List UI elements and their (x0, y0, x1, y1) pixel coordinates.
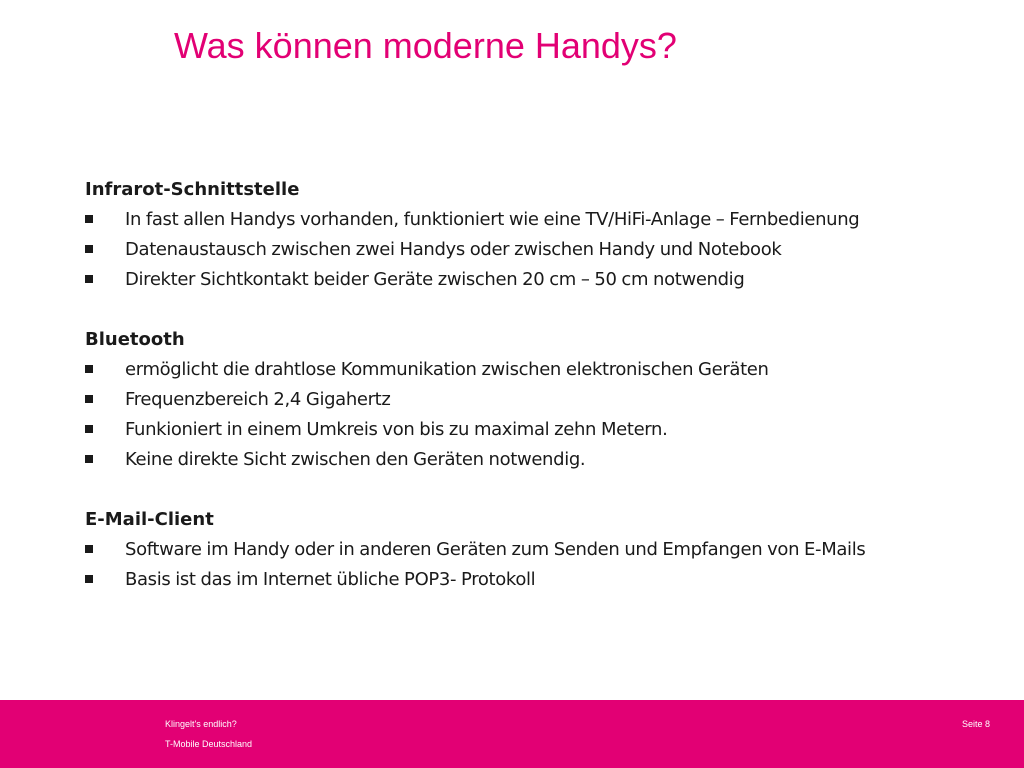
section-bluetooth (85, 325, 885, 475)
bullet-text: Basis ist das im Internet übliche POP3- Protokoll (125, 569, 536, 590)
list-item (85, 535, 885, 565)
list-item (85, 235, 885, 265)
section-infrarot (85, 175, 885, 295)
list-item (85, 205, 885, 235)
section-spacer (85, 295, 885, 325)
list-item (85, 415, 885, 445)
section-heading: Bluetooth (85, 329, 185, 350)
square-bullet-icon (85, 245, 93, 253)
bullet-list (85, 355, 885, 475)
list-item (85, 265, 885, 295)
square-bullet-icon (85, 365, 93, 373)
square-bullet-icon (85, 575, 93, 583)
square-bullet-icon (85, 275, 93, 283)
square-bullet-icon (85, 395, 93, 403)
section-heading: E-Mail-Client (85, 509, 214, 530)
slide-title: Was können moderne Handys? (174, 25, 677, 66)
footer-bar (0, 700, 1024, 768)
bullet-text: Funkioniert in einem Umkreis von bis zu maximal zehn Metern. (125, 419, 668, 440)
bullet-text: Software im Handy oder in anderen Geräten zum Senden und Empfangen von E-Mails (125, 539, 866, 560)
square-bullet-icon (85, 545, 93, 553)
list-item (85, 355, 885, 385)
square-bullet-icon (85, 455, 93, 463)
section-heading: Infrarot-Schnittstelle (85, 179, 300, 200)
slide-content (85, 175, 885, 595)
section-email-client (85, 505, 885, 595)
bullet-text: Direkter Sichtkontakt beider Geräte zwischen 20 cm – 50 cm notwendig (125, 269, 745, 290)
list-item (85, 565, 885, 595)
section-spacer (85, 475, 885, 505)
square-bullet-icon (85, 215, 93, 223)
page-number: Seite 8 (961, 719, 990, 729)
bullet-list (85, 535, 885, 595)
bullet-list (85, 205, 885, 295)
bullet-text: ermöglicht die drahtlose Kommunikation zwischen elektronischen Geräten (125, 359, 769, 380)
bullet-text: Frequenzbereich 2,4 Gigahertz (125, 389, 391, 410)
square-bullet-icon (85, 425, 93, 433)
bullet-text: Datenaustausch zwischen zwei Handys oder zwischen Handy und Notebook (125, 239, 782, 260)
footer-presentation-title: Klingelt's endlich? (165, 719, 237, 729)
footer-company: T-Mobile Deutschland (165, 739, 253, 749)
list-item (85, 385, 885, 415)
list-item (85, 445, 885, 475)
bullet-text: Keine direkte Sicht zwischen den Geräten notwendig. (125, 449, 586, 470)
bullet-text: In fast allen Handys vorhanden, funktioniert wie eine TV/HiFi-Anlage – Fernbedienung (125, 209, 860, 230)
